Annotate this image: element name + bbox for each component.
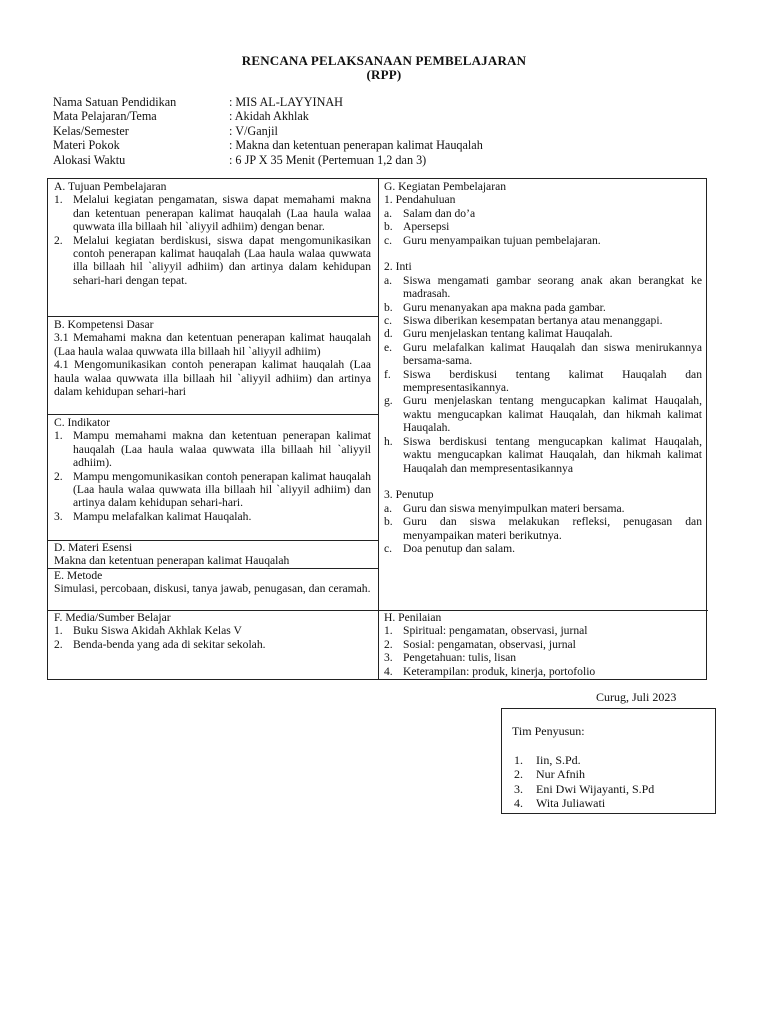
item-number: e. [384,340,393,354]
item-number: d. [384,327,393,341]
identity-value: : 6 JP X 35 Menit (Pertemuan 1,2 dan 3) [229,152,427,167]
member-number: 3. [514,781,523,796]
item-text: Benda-benda yang ada di sekitar sekolah. [73,637,266,651]
member-number: 1. [514,753,523,767]
section-heading: D. Materi Esensi [54,541,133,554]
team-list [514,753,654,811]
section-heading: A. Tujuan Pembelajaran [54,180,167,193]
item-text: Guru dan siswa menyimpulkan materi bersama. [403,501,625,515]
column-divider [378,179,379,679]
list-item [54,429,371,469]
item-text: Guru menyampaikan tujuan pembelajaran. [403,233,601,247]
member-number: 4. [514,796,523,811]
item-text: Spiritual: pengamatan, observasi, jurnal [403,624,588,638]
row-divider [48,316,378,317]
item-text: Siswa berdiskusi tentang kalimat Hauqalah dan mempresentasikannya. [403,367,702,395]
item-text: Mampu melafalkan kalimat Hauqalah. [73,509,252,523]
kd-paragraph: 4.1 Mengomunikasikan contoh penerapan kalimat hauqalah (Laa haula walaa quwwata illa billaah hil `aliyyil adhiim) dan artinya dalam kehidupan sehari-hari [54,358,371,399]
list-item [384,638,702,651]
identity-label: Nama Satuan Pendidikan [53,95,177,109]
item-number: c. [384,233,393,247]
list-item [384,665,702,678]
identity-row-school [53,95,483,109]
item-number: 1. [384,624,393,638]
identity-row-subject [53,109,483,123]
team-member [514,782,654,796]
item-number: b. [384,300,393,314]
list-item [384,207,702,220]
section-heading: B. Kompetensi Dasar [54,318,154,331]
item-number: 2. [54,637,63,651]
list-item [384,234,702,247]
item-number: g. [384,394,393,408]
identity-label: Alokasi Waktu [53,152,126,167]
item-text: Guru menjelaskan tentang mengucapkan kalimat Hauqalah, waktu mengucapkan kalimat Hauqalah, dan hikmah kalimat Hauqalah. [403,394,702,435]
section-heading: G. Kegiatan Pembelajaran [384,180,507,193]
item-text: Guru dan siswa melakukan refleksi, penugasan dan menyampaikan materi berikutnya. [403,515,702,542]
identity-block [53,95,483,167]
list-item [384,542,702,555]
item-number: 2. [54,469,63,483]
list-item [384,314,702,327]
section-text: Simulasi, percobaan, diskusi, tanya jawab, penugasan, dan ceramah. [54,582,371,596]
item-text: Melalui kegiatan pengamatan, siswa dapat memahami makna dan ketentuan penerapan kalimat hauqalah (Laa haula walaa quwwata illa billaah hil `aliyyil adhiim) dengan benar. [73,193,371,234]
lesson-plan-table [47,178,707,680]
item-text: Guru melafalkan kalimat Hauqalah dan siswa menirukannya bersama-sama. [403,340,702,368]
list-item [54,470,371,510]
list-item [54,234,371,288]
list-item [384,502,702,515]
document-title: RENCANA PELAKSANAAN PEMBELAJARAN [241,53,527,68]
section-heading: C. Indikator [54,416,111,429]
section-metode [54,569,371,596]
item-number: b. [384,515,393,529]
item-number: h. [384,434,393,448]
item-number: f. [384,367,391,381]
item-text: Sosial: pengamatan, observasi, jurnal [403,637,576,651]
section-text: Makna dan ketentuan penerapan kalimat Hauqalah [54,554,290,568]
item-number: a. [384,206,393,220]
identity-row-class [53,124,483,138]
item-text: Salam dan do’a [403,206,476,220]
identity-row-topic [53,138,483,152]
list-item [54,638,371,651]
item-number: a. [384,273,393,287]
item-number: b. [384,220,393,234]
document-subtitle: (RPP) [366,67,402,82]
item-number: 1. [54,624,63,638]
identity-value: : MIS AL-LAYYINAH [229,95,343,109]
list-item [384,220,702,233]
member-name: Iin, S.Pd. [536,753,581,767]
item-text: Pengetahuan: tulis, lisan [403,651,517,665]
item-text: Mampu mengomunikasikan contoh penerapan kalimat hauqalah (Laa haula walaa quwwata illa billaah hil `aliyyil adhiim) dan artinya dalam kehidupan sehari-hari. [73,469,371,510]
item-text: Siswa berdiskusi tentang mengucapkan kalimat Hauqalah, waktu mengucapkan kalimat Hauqalah, dan hikmah kalimat Hauqalah dan mempresentasikannya [403,434,702,475]
item-text: Guru menjelaskan tentang kalimat Hauqalah. [403,327,613,341]
item-number: 1. [54,429,63,443]
list-item [54,510,371,523]
item-text: Mampu memahami makna dan ketentuan penerapan kalimat hauqalah (Laa haula walaa quwwata illa billaah hil `aliyyil adhiim). [73,429,371,470]
kd-paragraph: 3.1 Memahami makna dan ketentuan penerapan kalimat hauqalah (Laa haula walaa quwwata illa billaah hil `aliyyil adhiim) [54,331,371,358]
team-member [514,753,654,767]
item-number: 2. [384,637,393,651]
list-item [384,515,702,542]
identity-label: Mata Pelajaran/Tema [53,109,157,124]
list-item [54,193,371,233]
team-box [501,708,716,814]
list-item [384,435,702,475]
identity-value: : V/Ganjil [229,123,278,138]
identity-value: : Makna dan ketentuan penerapan kalimat Hauqalah [229,138,483,153]
section-kegiatan [384,180,702,555]
item-text: Siswa diberikan kesempatan bertanya atau menanggapi. [403,314,663,328]
section-materi [54,541,371,568]
section-media [54,611,371,651]
subsection-heading: 2. Inti [384,260,412,274]
subsection-heading: 3. Penutup [384,488,434,502]
member-name: Wita Juliawati [536,796,606,811]
item-number: c. [384,541,393,555]
member-number: 2. [514,767,523,782]
list-item [384,327,702,340]
identity-value: : Akidah Akhlak [229,109,309,124]
team-label: Tim Penyusun: [512,724,585,738]
subsection-heading: 1. Pendahuluan [384,193,456,207]
section-heading: H. Penilaian [384,611,442,624]
list-item [384,394,702,434]
section-indikator [54,416,371,523]
item-text: Buku Siswa Akidah Akhlak Kelas V [73,624,242,638]
item-text: Guru menanyakan apa makna pada gambar. [403,300,606,314]
item-text: Apersepsi [403,220,450,234]
section-penilaian [384,611,702,678]
item-number: 2. [54,233,63,247]
item-text: Keterampilan: produk, kinerja, portofolio [403,664,596,678]
item-number: c. [384,314,393,328]
item-number: 1. [54,193,63,207]
item-number: 3. [384,651,393,665]
identity-row-time [53,153,483,167]
place-date: Curug, Juli 2023 [596,690,677,704]
team-member [514,767,654,781]
item-text: Melalui kegiatan berdiskusi, siswa dapat mengomunikasikan contoh penerapan kalimat hauqalah (Laa haula walaa quwwata illa billaah hil `aliyyil adhiim) dan artinya dalam kehidupan sehari-hari dengan tepat. [73,233,371,287]
item-text: Siswa mengamati gambar seorang anak akan berangkat ke madrasah. [403,273,702,301]
list-item [384,368,702,395]
item-number: 3. [54,509,63,523]
identity-label: Kelas/Semester [53,123,129,138]
list-item [384,341,702,368]
member-name: Nur Afnih [536,767,585,782]
item-number: 4. [384,664,393,678]
item-number: a. [384,501,393,515]
identity-label: Materi Pokok [53,138,120,153]
section-kompetensi [54,318,371,398]
list-item [384,651,702,664]
item-text: Doa penutup dan salam. [403,541,516,555]
section-tujuan [54,180,371,287]
team-member [514,796,654,810]
section-heading: E. Metode [54,569,103,582]
list-item [384,274,702,301]
section-heading: F. Media/Sumber Belajar [54,611,171,624]
member-name: Eni Dwi Wijayanti, S.Pd [536,781,655,796]
list-item [384,301,702,314]
list-item [54,624,371,637]
list-item [384,624,702,637]
row-divider [48,414,378,415]
